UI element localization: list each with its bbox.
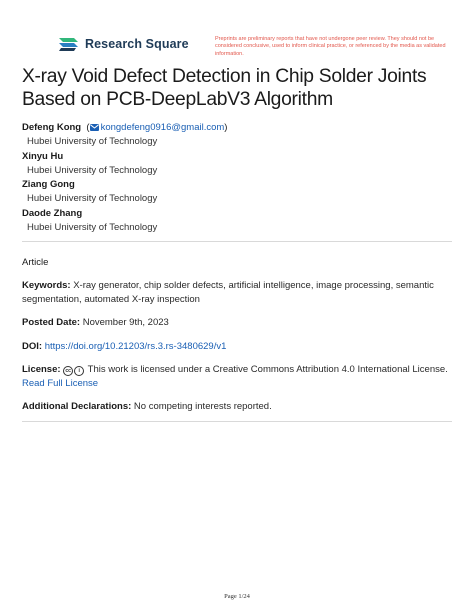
article-type: Article <box>22 257 49 268</box>
posted-date <box>22 316 452 330</box>
logo-text: Research Square <box>85 37 189 51</box>
author-email-link[interactable]: kongdefeng0916@gmail.com <box>100 122 225 133</box>
divider <box>22 241 452 242</box>
author-affiliation: Hubei University of Technology <box>27 136 158 147</box>
doi <box>22 340 452 354</box>
author-affiliation: Hubei University of Technology <box>27 221 158 233</box>
author-name: Daode Zhang <box>22 207 83 219</box>
author-affiliation: Hubei University of Technology <box>27 193 158 204</box>
doi-link[interactable]: https://doi.org/10.21203/rs.3.rs-3480629/v1 <box>44 341 227 352</box>
license <box>22 363 452 391</box>
preprint-disclaimer: Preprints are preliminary reports that have not undergone peer review. They should not be considered conclusive, used to inform clinical practice, or referenced by the media as validated information. <box>215 36 446 57</box>
doi-label: DOI: <box>22 341 43 352</box>
license-text: This work is licensed under a Creative Commons Attribution 4.0 International License. <box>87 364 448 375</box>
author-email: ( kongdefeng0916@gmail.com) <box>83 122 228 133</box>
keywords-value: X-ray generator, chip solder defects, artificial intelligence, image processing, semantic segmentation, automated X-ray inspection <box>22 280 434 305</box>
envelope-icon <box>90 124 99 131</box>
research-square-logo-icon <box>57 35 81 53</box>
keywords-label: Keywords: <box>22 280 71 291</box>
license-label: License: <box>22 364 61 375</box>
declarations-label: Additional Declarations: <box>22 401 132 412</box>
creative-commons-icon: cc <box>63 366 73 376</box>
author-name: Ziang Gong <box>22 179 75 190</box>
posted-date-value: November 9th, 2023 <box>82 317 169 328</box>
paper-title: X-ray Void Defect Detection in Chip Solder Joints Based on PCB-DeepLabV3 Algorithm <box>22 66 427 110</box>
author-name: Defeng Kong ( kongdefeng0916@gmail.com) <box>22 122 228 133</box>
divider <box>22 421 452 422</box>
posted-date-label: Posted Date: <box>22 317 81 328</box>
read-license-link[interactable]: Read Full License <box>22 378 99 389</box>
author-list <box>22 121 452 235</box>
research-square-logo[interactable] <box>57 35 189 53</box>
declarations-value: No competing interests reported. <box>133 401 272 412</box>
page-number: Page 1/24 <box>224 593 250 600</box>
keywords <box>22 279 452 307</box>
author-affiliation: Hubei University of Technology <box>27 164 158 176</box>
additional-declarations <box>22 400 452 414</box>
author-name: Xinyu Hu <box>22 150 64 162</box>
attribution-icon: i <box>74 366 84 376</box>
